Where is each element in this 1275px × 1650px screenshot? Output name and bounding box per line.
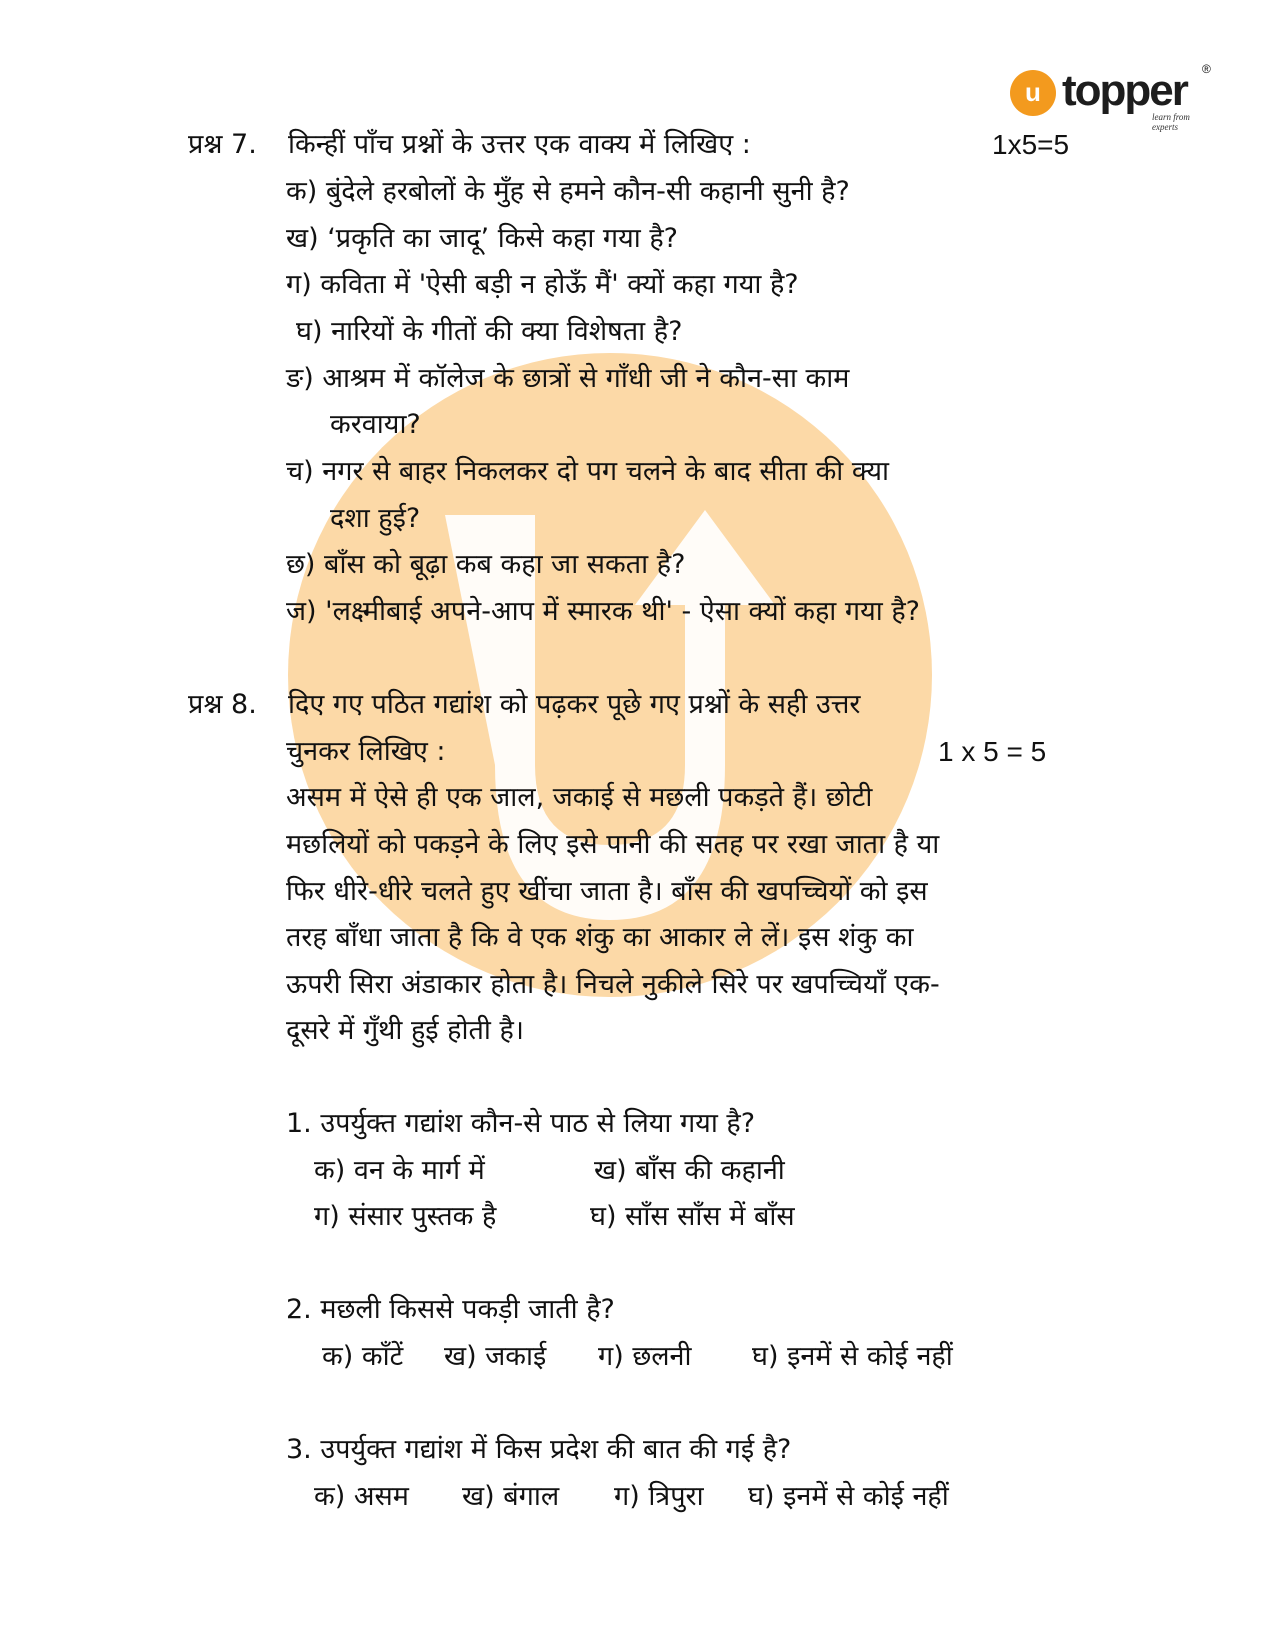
sub1-option-kha: ख) बाँस की कहानी bbox=[594, 1155, 785, 1186]
q7-item-gha: घ) नारियों के गीतों की क्या विशेषता है? bbox=[296, 316, 683, 347]
passage-line: फिर धीरे-धीरे चलते हुए खींचा जाता है। बाँस की खपच्चियों को इस bbox=[286, 876, 928, 907]
q7-marks: 1x5=5 bbox=[992, 129, 1070, 160]
passage-line: मछलियों को पकड़ने के लिए इसे पानी की सतह पर रखा जाता है या bbox=[286, 829, 940, 860]
q8-label: प्रश्न 8. bbox=[188, 689, 257, 720]
logo-wordmark: topper bbox=[1062, 66, 1187, 115]
topper-logo bbox=[1010, 62, 1211, 132]
sub1-option-ga: ग) संसार पुस्तक है bbox=[314, 1201, 497, 1232]
q7-item-chha: छ) बाँस को बूढ़ा कब कहा जा सकता है? bbox=[286, 549, 686, 580]
sub-question-2: 2. मछली किससे पकड़ी जाती है? bbox=[286, 1294, 615, 1325]
sub-question-3: 3. उपर्युक्त गद्यांश में किस प्रदेश की बात की गई है? bbox=[286, 1434, 792, 1465]
q8-instruction-line2: चुनकर लिखिए : bbox=[286, 736, 446, 767]
passage-line: दूसरे में गुँथी हुई होती है। bbox=[286, 1015, 525, 1046]
sub-question-1: 1. उपर्युक्त गद्यांश कौन-से पाठ से लिया गया है? bbox=[286, 1108, 756, 1139]
q7-item-kha: ख) ‘प्रकृति का जादू’ किसे कहा गया है? bbox=[286, 223, 679, 254]
sub2-option-ga: ग) छलनी bbox=[598, 1341, 692, 1372]
sub1-option-ka: क) वन के मार्ग में bbox=[314, 1155, 485, 1186]
q7-item-nga-cont: करवाया? bbox=[330, 409, 421, 440]
sub1-option-gha: घ) साँस साँस में बाँस bbox=[590, 1201, 795, 1232]
logo-badge: u bbox=[1010, 70, 1056, 116]
q7-item-cha: च) नगर से बाहर निकलकर दो पग चलने के बाद सीता की क्या bbox=[286, 456, 889, 487]
passage-line: ऊपरी सिरा अंडाकार होता है। निचले नुकीले सिरे पर खपच्चियाँ एक- bbox=[286, 969, 940, 1000]
q8-marks: 1 x 5 = 5 bbox=[938, 736, 1047, 767]
q8-instruction-line1: दिए गए पठित गद्यांश को पढ़कर पूछे गए प्रश्नों के सही उत्तर bbox=[288, 689, 861, 720]
logo-tagline: learn from experts bbox=[1152, 112, 1190, 132]
q7-item-ja: ज) 'लक्ष्मीबाई अपने-आप में स्मारक थी' - ऐसा क्यों कहा गया है? bbox=[286, 596, 920, 627]
sub3-option-gha: घ) इनमें से कोई नहीं bbox=[748, 1481, 949, 1512]
q7-item-nga: ङ) आश्रम में कॉलेज के छात्रों से गाँधी जी ने कौन-सा काम bbox=[286, 363, 850, 394]
q7-item-ga: ग) कविता में 'ऐसी बड़ी न होऊँ मैं' क्यों कहा गया है? bbox=[286, 269, 799, 300]
sub3-option-ka: क) असम bbox=[314, 1481, 409, 1512]
passage-line: असम में ऐसे ही एक जाल, जकाई से मछली पकड़ते हैं। छोटी bbox=[286, 782, 873, 813]
q7-item-cha-cont: दशा हुई? bbox=[330, 503, 421, 534]
sub3-option-ga: ग) त्रिपुरा bbox=[614, 1481, 704, 1512]
q7-item-ka: क) बुंदेले हरबोलों के मुँह से हमने कौन-सी कहानी सुनी है? bbox=[286, 176, 850, 207]
sub2-option-ka: क) काँटें bbox=[322, 1341, 404, 1372]
sub2-option-gha: घ) इनमें से कोई नहीं bbox=[752, 1341, 953, 1372]
sub2-option-kha: ख) जकाई bbox=[444, 1341, 547, 1372]
registered-mark: ® bbox=[1202, 62, 1211, 76]
q7-label: प्रश्न 7. bbox=[188, 129, 257, 160]
passage-line: तरह बाँधा जाता है कि वे एक शंकु का आकार ले लें। इस शंकु का bbox=[286, 922, 914, 953]
q7-instruction: किन्हीं पाँच प्रश्नों के उत्तर एक वाक्य में लिखिए : bbox=[288, 129, 751, 160]
sub3-option-kha: ख) बंगाल bbox=[462, 1481, 560, 1512]
